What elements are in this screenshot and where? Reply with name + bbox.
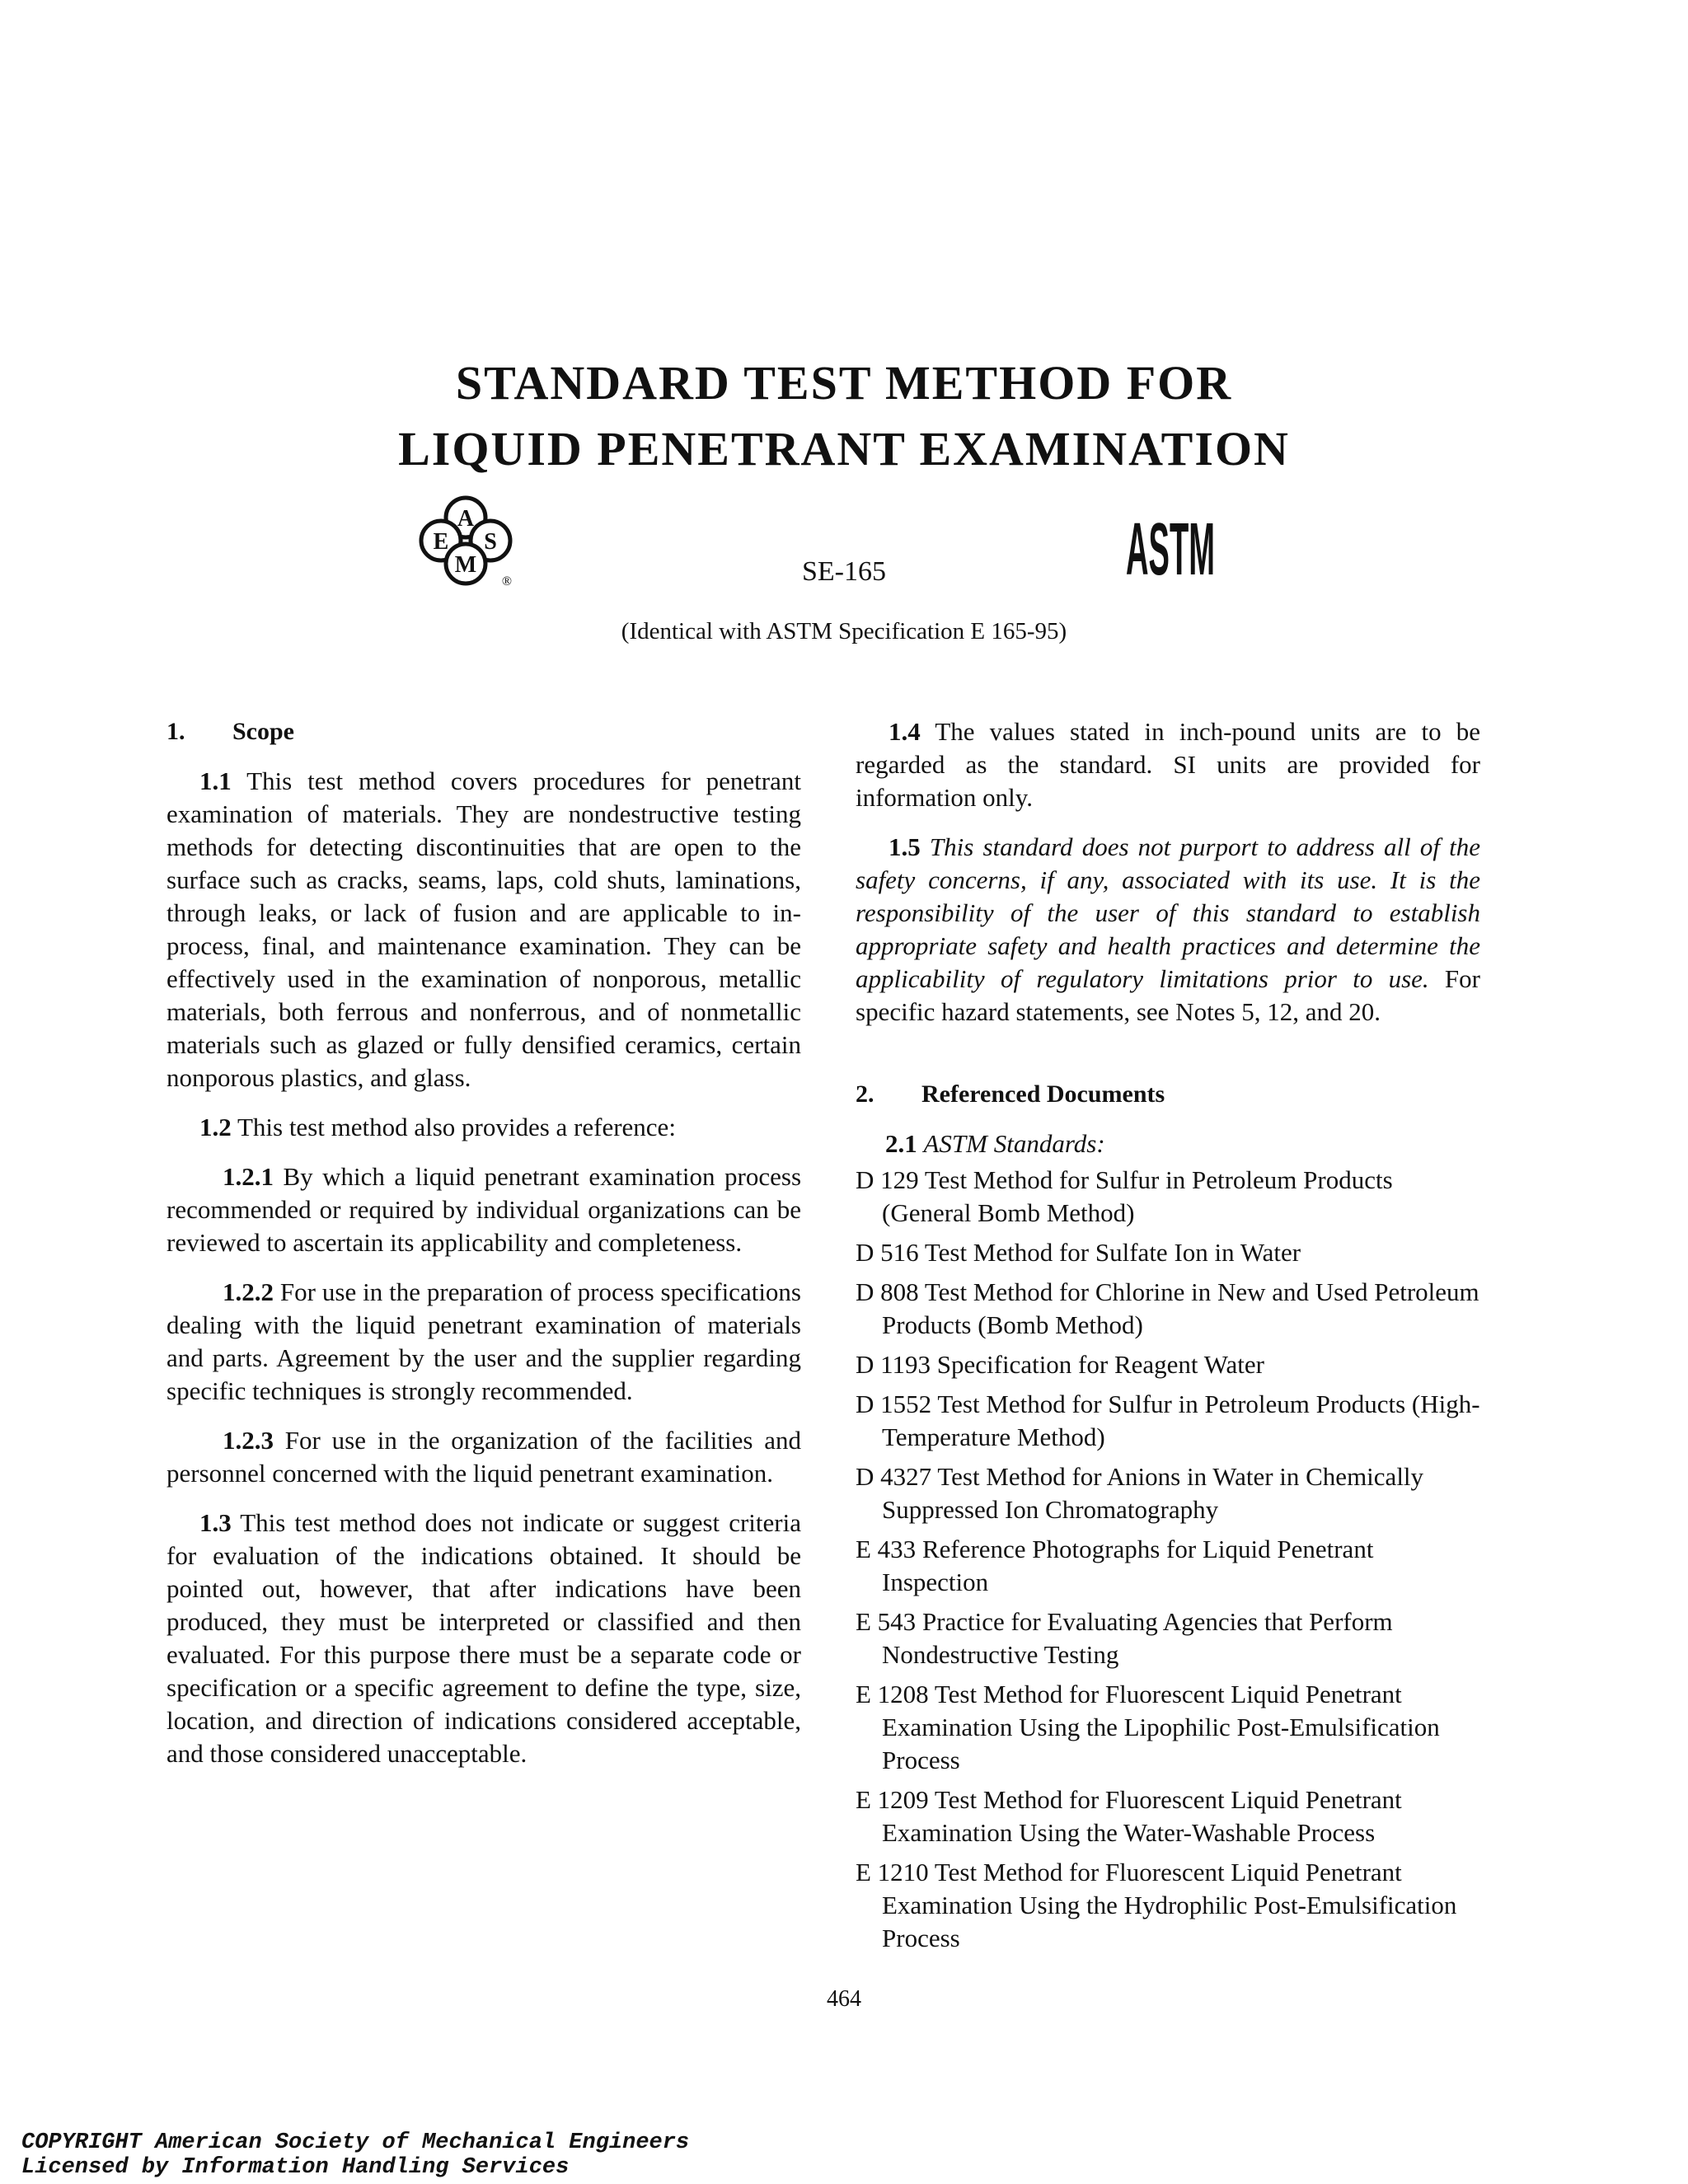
reference-item: E 1209 Test Method for Fluorescent Liquid Penetrant Examination Using the Water-Washable Process [856, 1785, 1402, 1847]
page-number: 464 [827, 1986, 861, 2012]
reference-item: E 433 Reference Photographs for Liquid Penetrant Inspection [856, 1535, 1374, 1596]
reference-item: D 1193 Specification for Reagent Water [856, 1350, 1264, 1379]
svg-text:E: E [433, 529, 449, 555]
paragraph-1-2-3: 1.2.3 For use in the organization of the facilities and personnel concerned with the liquid penetrant examination. [166, 1426, 802, 1488]
copyright-line: COPYRIGHT American Society of Mechanical Engineers [21, 2130, 690, 2155]
svg-text:S: S [484, 529, 497, 555]
reference-item: D 129 Test Method for Sulfur in Petroleum Products (General Bomb Method) [856, 1165, 1393, 1227]
svg-text:®: ® [501, 574, 513, 588]
reference-item: D 4327 Test Method for Anions in Water in Chemically Suppressed Ion Chromatography [856, 1462, 1424, 1524]
identical-note: (Identical with ASTM Specification E 165-95) [621, 618, 1067, 644]
paragraph-2-1: 2.1 ASTM Standards: [885, 1129, 1105, 1158]
reference-item: D 516 Test Method for Sulfate Ion in Water [856, 1238, 1301, 1267]
license-line: Licensed by Information Handling Services [21, 2155, 570, 2180]
section-1-heading: 1. Scope [166, 718, 294, 745]
reference-item: D 1552 Test Method for Sulfur in Petroleum Products (High-Temperature Method) [856, 1390, 1480, 1451]
paragraph-1-4: 1.4 The values stated in inch-pound units are to be regarded as the standard. SI units are provided for information only. [856, 717, 1480, 812]
right-column [856, 715, 1480, 1961]
reference-item: D 808 Test Method for Chlorine in New and Used Petroleum Products (Bomb Method) [856, 1277, 1479, 1339]
reference-list [856, 1164, 1480, 1955]
paragraph-1-5: 1.5 This standard does not purport to address all of the safety concerns, if any, associated with its use. It is the responsibility of the user of this standard to establish appropriate safety and health practices and determine the applicability of regulatory limitations prior to use. For specific hazard statements, see Notes 5, 12, and 20. [856, 832, 1481, 1026]
reference-item: E 1208 Test Method for Fluorescent Liquid Penetrant Examination Using the Lipophilic Post-Emulsification Process [856, 1680, 1440, 1774]
paragraph-1-2-1: 1.2.1 By which a liquid penetrant examination process recommended or required by individual organizations can be reviewed to ascertain its applicability and completeness. [166, 1162, 802, 1257]
designation: SE-165 [802, 556, 886, 587]
svg-text:M: M [454, 552, 477, 578]
paragraph-1-3: 1.3 This test method does not indicate or suggest criteria for evaluation of the indications obtained. It should be pointed out, however, that after indications have been produced, they must be interpreted or classified and then evaluated. For this purpose there must be a separate code or specification or a specific agreement to define the type, size, location, and direction of indications considered acceptable, and those considered unacceptable. [166, 1508, 801, 1768]
reference-item: E 1210 Test Method for Fluorescent Liquid Penetrant Examination Using the Hydrophilic Post-Emulsification Process [856, 1858, 1457, 1952]
svg-text:ASTM: ASTM [1126, 509, 1215, 592]
section-2-heading: 2. Referenced Documents [856, 1080, 1165, 1108]
paragraph-1-1: 1.1 This test method covers procedures for penetrant examination of materials. They are nondestructive testing methods for detecting discontinuities that are open to the surface such as cracks, seams, laps, cold shuts, laminations, through leaks, or lack of fusion and are applicable to in-process, final, and maintenance examination. They can be effectively used in the examination of nonporous, metallic materials, both ferrous and nonferrous, and of nonmetallic materials such as glazed or fully densified ceramics, certain nonporous plastics, and glass. [166, 766, 801, 1092]
paragraph-1-2-2: 1.2.2 For use in the preparation of process specifications dealing with the liquid penetrant examination of materials and parts. Agreement by the user and the supplier regarding specific techniques is strongly recommended. [166, 1277, 801, 1405]
svg-text:A: A [457, 506, 475, 532]
page-title-line-1: STANDARD TEST METHOD FOR [455, 356, 1233, 410]
left-column [166, 715, 801, 1787]
page-title-line-2: LIQUID PENETRANT EXAMINATION [398, 422, 1290, 476]
paragraph-1-2: 1.2 This test method also provides a reference: [199, 1113, 676, 1141]
reference-item: E 543 Practice for Evaluating Agencies that Perform Nondestructive Testing [856, 1607, 1393, 1669]
